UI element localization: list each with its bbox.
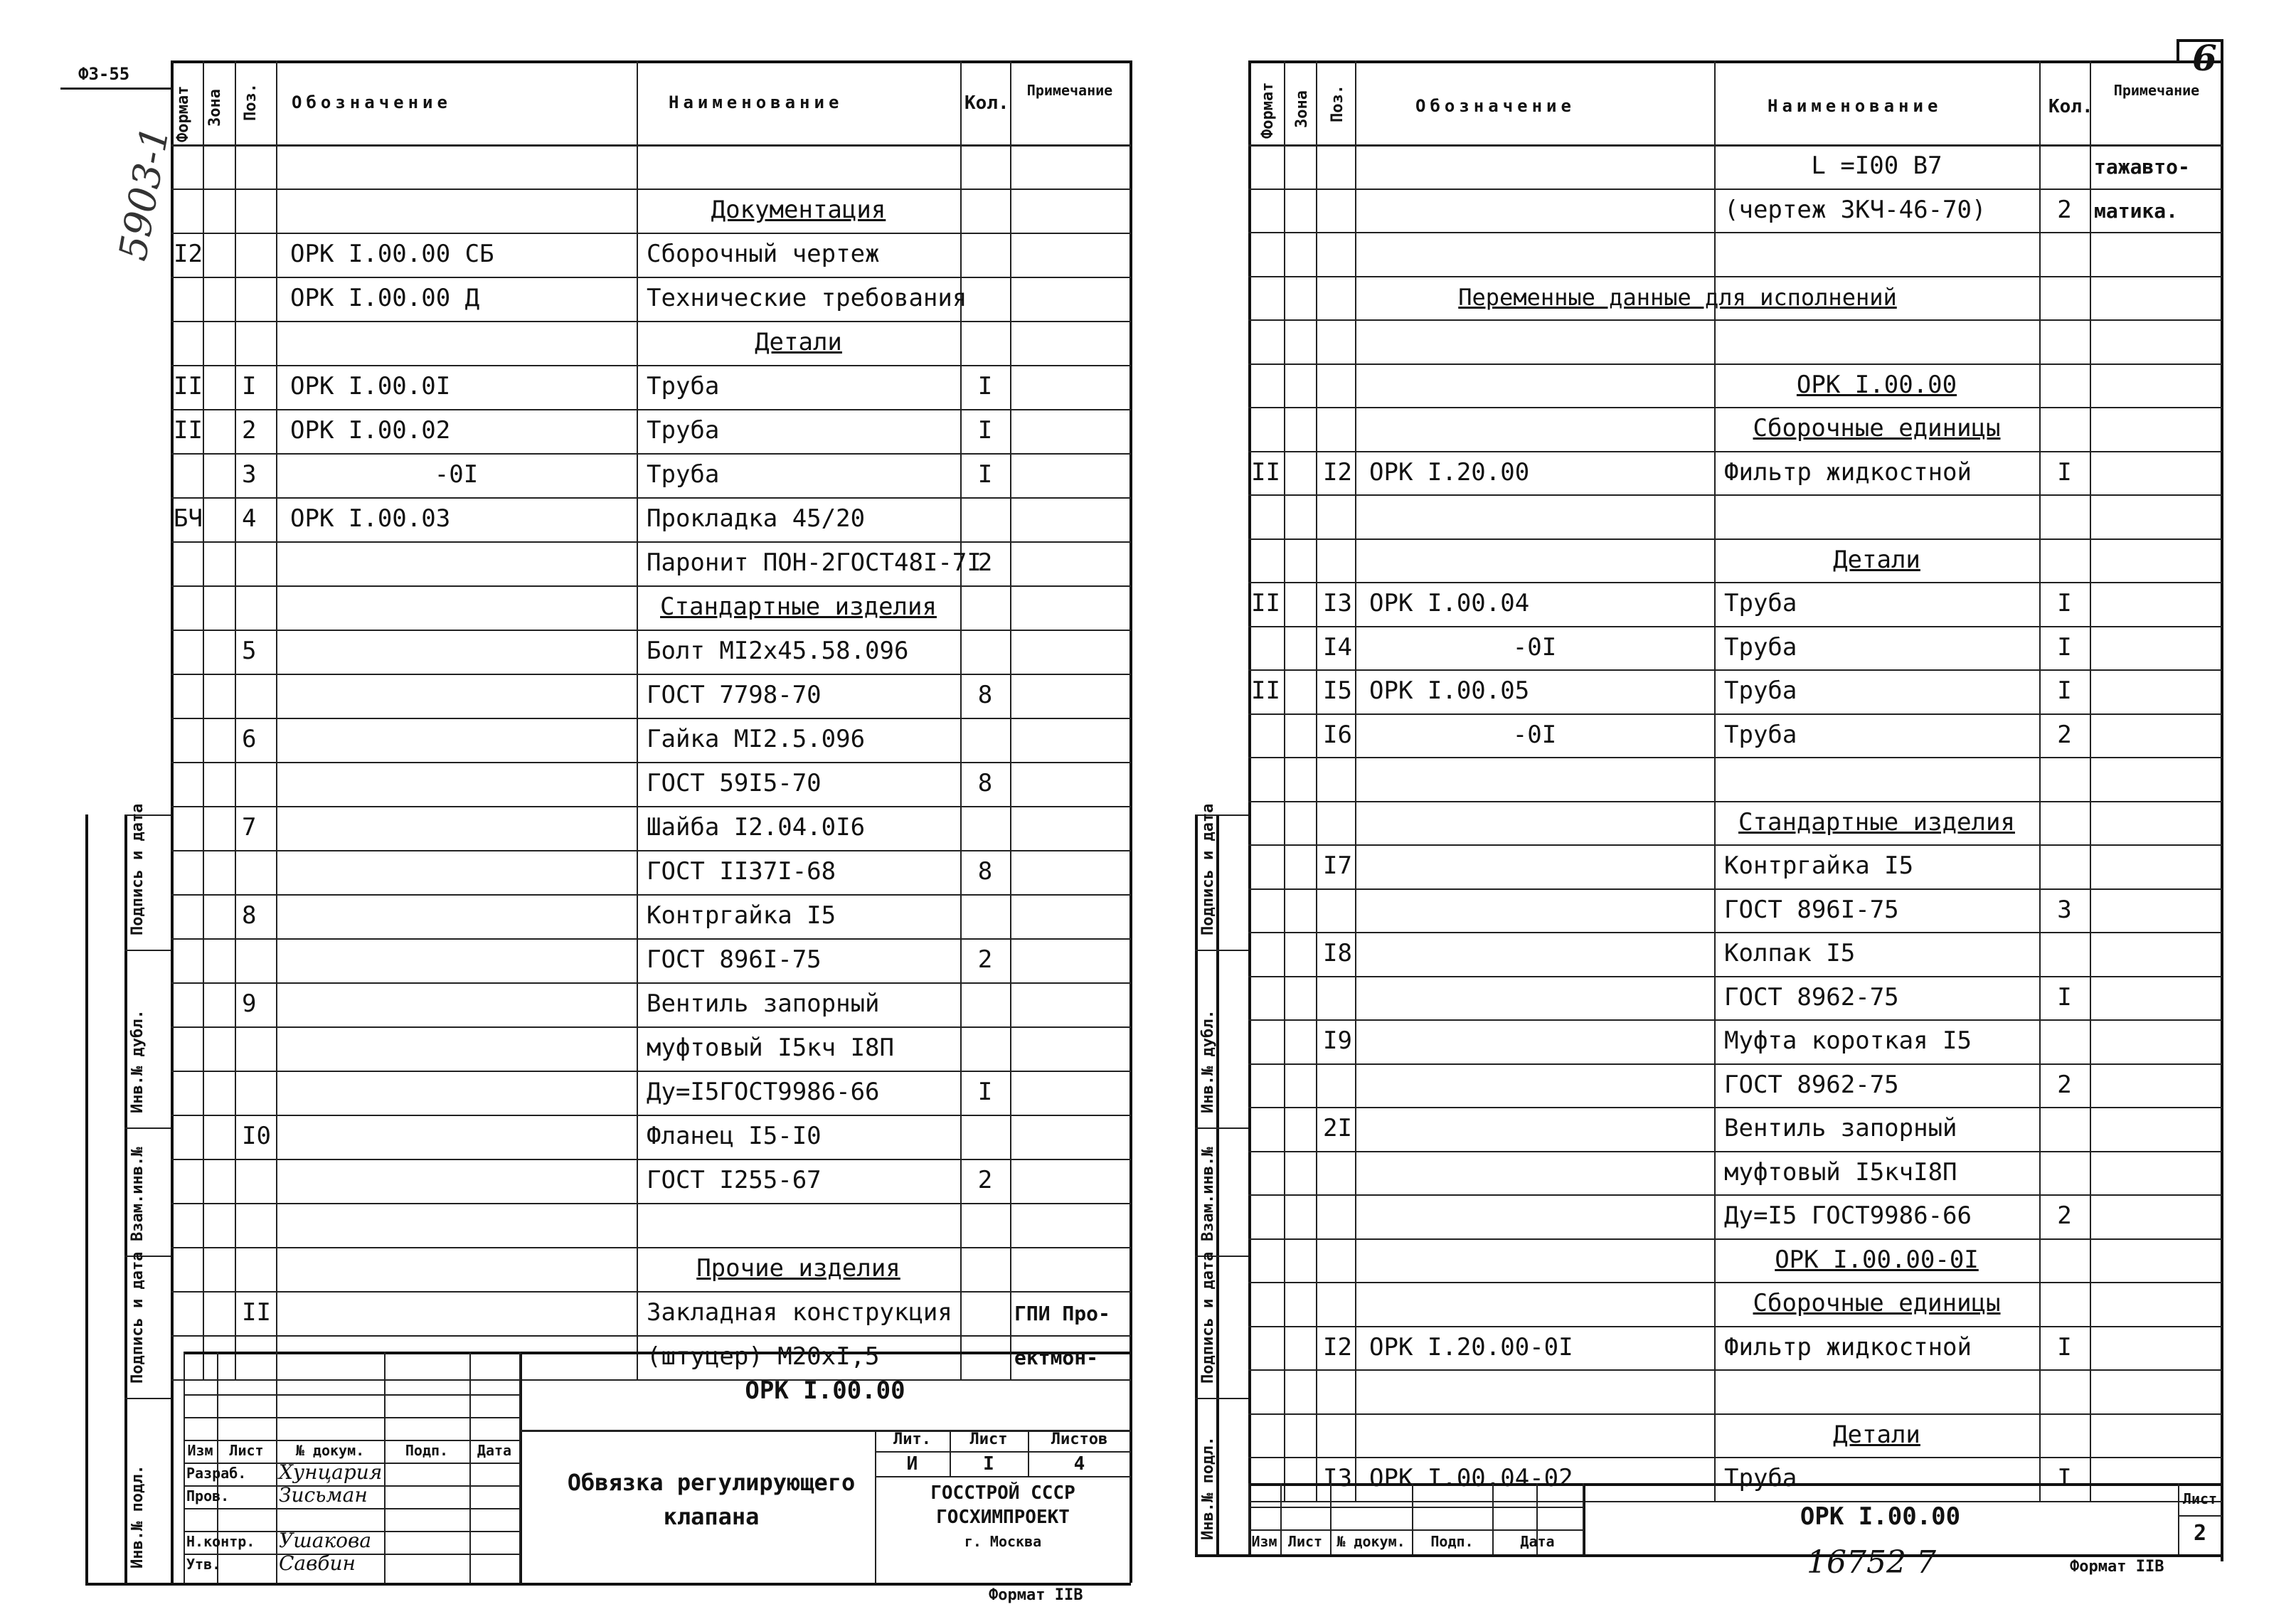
- stamp-organization: ГОСХИМПРОЕКТ: [936, 1507, 1070, 1528]
- stamp-sheets: 4: [1073, 1453, 1085, 1475]
- row-position-cell: I: [242, 372, 257, 400]
- section-heading: Документация: [711, 196, 886, 224]
- side-label: Инв.№ дубл.: [129, 1009, 147, 1113]
- row-quantity-cell: I: [2057, 589, 2072, 617]
- row-quantity-cell: I: [2057, 676, 2072, 705]
- row-name-cell: Труба: [1724, 676, 1797, 705]
- section-heading: Детали: [1833, 545, 1920, 574]
- stamp-column-head: Лист: [1287, 1533, 1323, 1550]
- row-designation-cell: -0I: [434, 460, 479, 489]
- row-name-cell: Вентиль запорный: [1724, 1114, 1957, 1142]
- row-position-cell: 7: [242, 813, 257, 842]
- section-heading: Сборочные единицы: [1753, 1289, 2001, 1317]
- row-note-cell: ектмон-: [1014, 1346, 1099, 1369]
- row-position-cell: 3: [242, 460, 257, 489]
- stamp-role: Пров.: [186, 1487, 230, 1504]
- row-name-cell: Труба: [1724, 632, 1797, 662]
- row-position-cell: I7: [1323, 851, 1352, 880]
- stamp-organization: г. Москва: [964, 1533, 1042, 1550]
- side-label: Подпись и дата: [1199, 1251, 1217, 1384]
- row-designation-cell: ОРК I.00.03: [290, 504, 451, 533]
- left-header-format: Формат: [174, 85, 192, 142]
- left-header-name: Наименование: [669, 92, 844, 112]
- section-heading: ОРК I.00.00-0I: [1775, 1245, 1979, 1274]
- stamp-column-head: Дата: [477, 1442, 512, 1459]
- row-designation-cell: ОРК I.00.05: [1369, 676, 1530, 705]
- stamp-person: Ушакова: [279, 1529, 372, 1552]
- row-position-cell: I6: [1323, 720, 1352, 749]
- row-quantity-cell: I: [2057, 1332, 2072, 1362]
- row-quantity-cell: I: [977, 372, 993, 400]
- row-quantity-cell: 8: [977, 681, 993, 709]
- side-label: Подпись и дата: [129, 1251, 147, 1384]
- row-quantity-cell: I: [977, 416, 993, 445]
- row-quantity-cell: 8: [977, 769, 993, 797]
- row-name-cell: муфтовый I5кчI8П: [1724, 1157, 1957, 1187]
- row-designation-cell: ОРК I.00.02: [290, 416, 451, 445]
- row-quantity-cell: I: [2057, 982, 2072, 1012]
- row-name-cell: ГОСТ 896I-75: [647, 945, 822, 974]
- right-page-number: 6: [2192, 37, 2217, 79]
- row-name-cell: Контргайка I5: [647, 901, 836, 930]
- row-quantity-cell: 2: [2057, 195, 2072, 224]
- row-name-cell: L =I00 В7: [1811, 152, 1942, 180]
- stamp-sheet-label: Лист: [969, 1431, 1008, 1448]
- row-position-cell: 9: [242, 989, 257, 1018]
- row-position-cell: I8: [1323, 939, 1352, 967]
- left-header-pos: Поз.: [242, 83, 260, 121]
- right-header-note: Примечание: [2113, 82, 2200, 99]
- stamp-sheet-label: Лист: [2182, 1490, 2218, 1507]
- side-label: Подпись и дата: [1199, 803, 1217, 935]
- row-quantity-cell: 2: [977, 945, 993, 974]
- row-name-cell: (чертеж ЗКЧ-46-70): [1724, 195, 1987, 224]
- stamp-person: Зисьман: [279, 1483, 368, 1507]
- section-heading: Переменные данные для исполнений: [1458, 283, 1897, 311]
- section-heading: Сборочные единицы: [1753, 414, 2001, 442]
- row-quantity-cell: I: [2057, 1464, 2072, 1492]
- row-name-cell: Колпак I5: [1724, 939, 1856, 967]
- row-position-cell: I0: [242, 1122, 271, 1150]
- stamp-format: Формат IIВ: [2070, 1558, 2164, 1576]
- row-name-cell: Гайка МI2.5.096: [647, 725, 866, 753]
- row-name-cell: Фильтр жидкостной: [1724, 457, 1972, 487]
- section-heading: Прочие изделия: [696, 1254, 900, 1283]
- left-header-designation: Обозначение: [292, 92, 452, 112]
- row-name-cell: Шайба I2.04.0I6: [647, 813, 866, 842]
- row-format-cell: I2: [174, 240, 203, 268]
- row-designation-cell: ОРК I.00.0I: [290, 372, 451, 400]
- right-header-format: Формат: [1259, 82, 1277, 139]
- stamp-document-code: ОРК I.00.00: [745, 1376, 905, 1405]
- row-name-cell: Болт МI2х45.58.096: [647, 637, 909, 665]
- row-quantity-cell: 3: [2057, 895, 2072, 924]
- row-name-cell: Фланец I5-I0: [647, 1122, 822, 1150]
- right-header-qty: Кол.: [2048, 96, 2093, 117]
- row-name-cell: Прокладка 45/20: [647, 504, 866, 533]
- row-name-cell: Труба: [1724, 720, 1797, 749]
- row-name-cell: Закладная конструкция: [647, 1298, 952, 1327]
- row-designation-cell: -0I: [1512, 632, 1557, 662]
- stamp-person: Савбин: [279, 1551, 356, 1575]
- row-name-cell: Сборочный чертеж: [647, 240, 880, 268]
- stamp-role: Разраб.: [186, 1465, 247, 1482]
- row-format-cell: II: [1251, 457, 1280, 487]
- stamp-column-head: Подп.: [405, 1442, 449, 1459]
- right-header-zone: Зона: [1293, 90, 1311, 128]
- row-position-cell: I3: [1323, 589, 1352, 617]
- row-name-cell: Труба: [647, 460, 720, 489]
- row-name-cell: Труба: [647, 372, 720, 400]
- margin-handwritten-number: 5903-1: [110, 122, 179, 264]
- row-note-cell: тажавто-: [2094, 155, 2190, 179]
- left-corner-code: ФЗ-55: [78, 64, 130, 84]
- row-name-cell: (штуцер) М20хI,5: [647, 1342, 880, 1371]
- row-quantity-cell: I: [2057, 457, 2072, 487]
- row-position-cell: I9: [1323, 1026, 1352, 1055]
- row-position-cell: I4: [1323, 632, 1352, 662]
- stamp-column-head: № докум.: [295, 1442, 365, 1459]
- left-header-note: Примечание: [1026, 82, 1113, 99]
- row-name-cell: муфтовый I5кч I8П: [647, 1034, 894, 1062]
- row-position-cell: I5: [1323, 676, 1352, 705]
- row-designation-cell: ОРК I.00.00 Д: [290, 284, 480, 312]
- row-quantity-cell: 2: [977, 548, 993, 577]
- row-quantity-cell: 2: [2057, 1070, 2072, 1099]
- row-designation-cell: ОРК I.00.04: [1369, 589, 1530, 617]
- stamp-column-head: Изм: [1251, 1533, 1277, 1550]
- row-quantity-cell: 2: [977, 1166, 993, 1194]
- row-format-cell: II: [1251, 589, 1280, 617]
- row-name-cell: Муфта короткая I5: [1724, 1026, 1972, 1055]
- row-quantity-cell: 2: [2057, 1201, 2072, 1230]
- right-header-designation: Обозначение: [1415, 96, 1575, 116]
- stamp-sheet: I: [983, 1453, 994, 1475]
- row-quantity-cell: I: [977, 460, 993, 489]
- row-format-cell: II: [174, 416, 203, 445]
- section-heading: Стандартные изделия: [660, 593, 937, 621]
- side-label: Инв.№ дубл.: [1199, 1009, 1217, 1113]
- row-position-cell: 2: [242, 416, 257, 445]
- section-heading: Детали: [1833, 1420, 1920, 1449]
- row-note-cell: ГПИ Про-: [1014, 1302, 1110, 1325]
- left-header-zone: Зона: [206, 89, 224, 127]
- row-position-cell: 4: [242, 504, 257, 533]
- section-heading: Детали: [755, 328, 842, 356]
- row-name-cell: ГОСТ II37I-68: [647, 857, 836, 886]
- row-quantity-cell: 2: [2057, 720, 2072, 749]
- stamp-lit-label: Лит.: [893, 1431, 931, 1448]
- row-name-cell: Труба: [1724, 589, 1797, 617]
- stamp-format: Формат IIВ: [989, 1586, 1083, 1604]
- right-header-pos: Поз.: [1329, 85, 1346, 122]
- row-quantity-cell: 8: [977, 857, 993, 886]
- row-position-cell: 5: [242, 637, 257, 665]
- archive-number: 16752 7: [1807, 1544, 1936, 1581]
- row-position-cell: I3: [1323, 1464, 1352, 1492]
- side-label: Подпись и дата: [129, 803, 147, 935]
- row-note-cell: матика.: [2094, 198, 2179, 223]
- stamp-lit: И: [906, 1453, 918, 1475]
- row-position-cell: 8: [242, 901, 257, 930]
- row-position-cell: I2: [1323, 1332, 1352, 1362]
- row-name-cell: Технические требования: [647, 284, 967, 312]
- row-designation-cell: ОРК I.00.00 СБ: [290, 240, 494, 268]
- row-designation-cell: -0I: [1512, 720, 1557, 749]
- row-name-cell: ГОСТ I255-67: [647, 1166, 822, 1194]
- row-designation-cell: ОРК I.00.04-02: [1369, 1464, 1573, 1492]
- row-position-cell: II: [242, 1298, 271, 1327]
- row-quantity-cell: I: [2057, 632, 2072, 662]
- row-format-cell: II: [1251, 676, 1280, 705]
- stamp-person: Хунцария: [279, 1460, 383, 1484]
- row-name-cell: ГОСТ 7798-70: [647, 681, 822, 709]
- stamp-column-head: Лист: [229, 1442, 264, 1459]
- side-label: Взам.инв.№: [129, 1147, 147, 1241]
- right-header-name: Наименование: [1768, 96, 1942, 116]
- row-quantity-cell: I: [977, 1078, 993, 1106]
- row-designation-cell: ОРК I.20.00: [1369, 457, 1530, 487]
- row-position-cell: I2: [1323, 457, 1352, 487]
- left-header-qty: Кол.: [964, 92, 1009, 114]
- row-name-cell: ГОСТ 896I-75: [1724, 895, 1899, 924]
- row-name-cell: Фильтр жидкостной: [1724, 1332, 1972, 1362]
- stamp-title: Обвязка регулирующего клапана: [567, 1469, 856, 1530]
- stamp-column-head: Изм: [187, 1442, 213, 1459]
- row-format-cell: II: [174, 372, 203, 400]
- row-name-cell: Труба: [1724, 1464, 1797, 1492]
- row-name-cell: ГОСТ 59I5-70: [647, 769, 822, 797]
- stamp-role: Н.контр.: [186, 1533, 255, 1550]
- side-label: Взам.инв.№: [1199, 1147, 1217, 1241]
- stamp-sheet: 2: [2193, 1521, 2207, 1546]
- row-format-cell: БЧ: [174, 504, 203, 533]
- stamp-document-code: ОРК I.00.00: [1800, 1502, 1961, 1531]
- side-label: Инв.№ подл.: [129, 1465, 147, 1569]
- section-heading: ОРК I.00.00: [1796, 370, 1957, 399]
- row-name-cell: Паронит ПОН-2ГОСТ48I-7I: [647, 548, 982, 577]
- row-name-cell: ГОСТ 8962-75: [1724, 982, 1899, 1012]
- stamp-column-head: Дата: [1520, 1533, 1555, 1550]
- stamp-column-head: Подп.: [1430, 1533, 1474, 1550]
- row-name-cell: Ду=I5ГОСТ9986-66: [647, 1078, 880, 1106]
- row-name-cell: ГОСТ 8962-75: [1724, 1070, 1899, 1099]
- row-position-cell: 2I: [1323, 1114, 1352, 1142]
- row-name-cell: Труба: [647, 416, 720, 445]
- side-label: Инв.№ подл.: [1199, 1436, 1217, 1540]
- stamp-sheets-label: Листов: [1051, 1431, 1108, 1448]
- row-name-cell: Вентиль запорный: [647, 989, 880, 1018]
- row-position-cell: 6: [242, 725, 257, 753]
- row-name-cell: Ду=I5 ГОСТ9986-66: [1724, 1201, 1972, 1230]
- stamp-column-head: № докум.: [1336, 1533, 1405, 1550]
- stamp-role: Утв.: [186, 1556, 221, 1573]
- section-heading: Стандартные изделия: [1738, 807, 2015, 837]
- stamp-organization: ГОССТРОЙ СССР: [930, 1482, 1075, 1504]
- row-name-cell: Контргайка I5: [1724, 851, 1914, 880]
- row-designation-cell: ОРК I.20.00-0I: [1369, 1332, 1573, 1362]
